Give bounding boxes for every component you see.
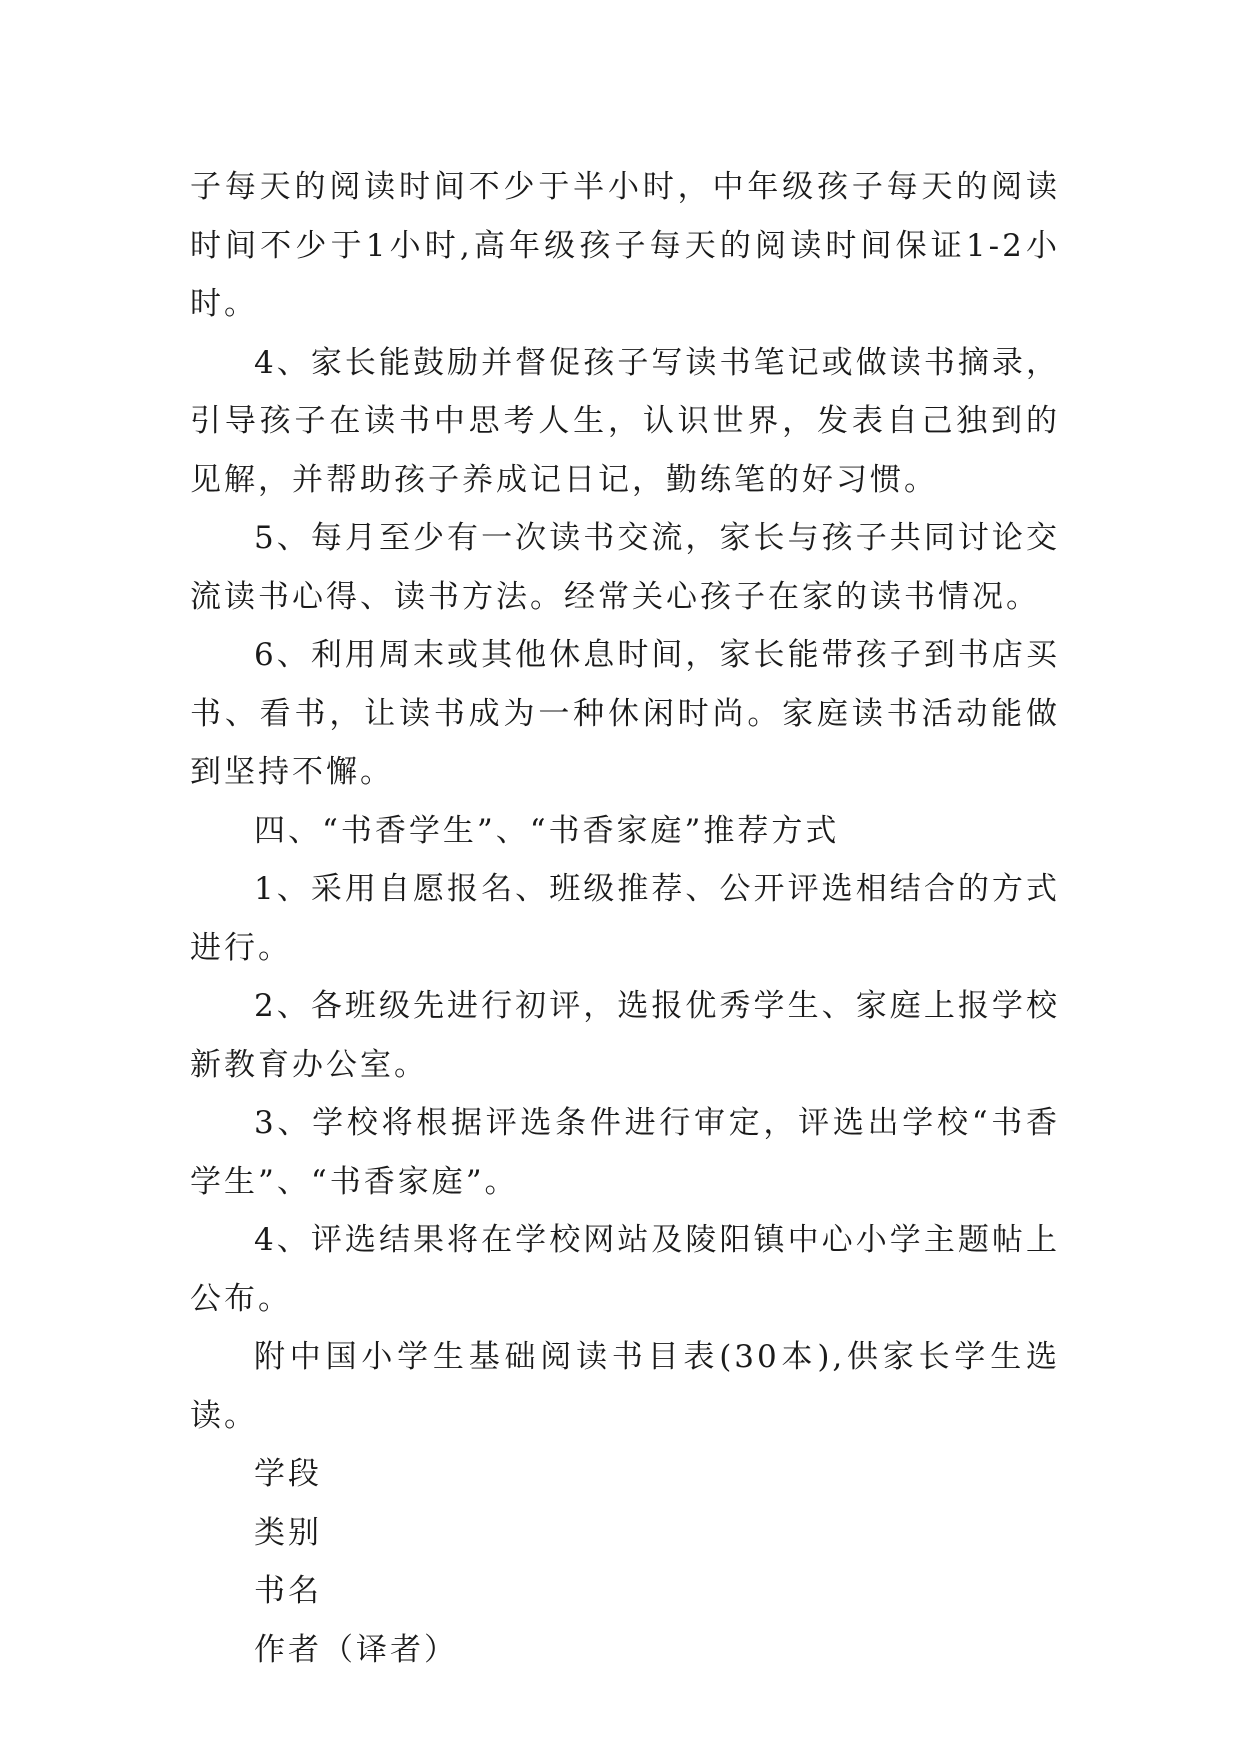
paragraph-method-1: 1、采用自愿报名、班级推荐、公开评选相结合的方式进行。 bbox=[190, 871, 1060, 966]
paragraph-appendix-note: 附中国小学生基础阅读书目表(30本),供家长学生选读。 bbox=[190, 1339, 1060, 1434]
paragraph-item-5: 5、每月至少有一次读书交流，家长与孩子共同讨论交流读书心得、读书方法。经常关心孩子在家的读书情况。 bbox=[190, 520, 1060, 615]
table-header-grade: 学段 bbox=[254, 1456, 322, 1492]
paragraph-method-4: 4、评选结果将在学校网站及陵阳镇中心小学主题帖上公布。 bbox=[190, 1222, 1060, 1317]
section-heading-4: 四、“书香学生”、“书香家庭”推荐方式 bbox=[254, 812, 840, 849]
paragraph-method-3: 3、学校将根据评选条件进行审定，评选出学校“书香学生”、“书香家庭”。 bbox=[190, 1105, 1060, 1200]
document-body bbox=[190, 158, 1060, 1679]
table-header-title: 书名 bbox=[254, 1573, 322, 1609]
paragraph-continued: 子每天的阅读时间不少于半小时，中年级孩子每天的阅读时间不少于1小时,高年级孩子每天的阅读时间保证1-2小时。 bbox=[190, 169, 1060, 322]
paragraph-item-4: 4、家长能鼓励并督促孩子写读书笔记或做读书摘录，引导孩子在读书中思考人生，认识世界，发表自己独到的见解，并帮助孩子养成记日记，勤练笔的好习惯。 bbox=[190, 344, 1060, 498]
table-header-category: 类别 bbox=[254, 1514, 322, 1551]
paragraph-item-6: 6、利用周末或其他休息时间，家长能带孩子到书店买书、看书，让读书成为一种休闲时尚。家庭读书活动能做到坚持不懈。 bbox=[190, 637, 1060, 790]
paragraph-method-2: 2、各班级先进行初评，选报优秀学生、家庭上报学校新教育办公室。 bbox=[190, 988, 1060, 1083]
table-header-author: 作者（译者） bbox=[254, 1631, 458, 1668]
